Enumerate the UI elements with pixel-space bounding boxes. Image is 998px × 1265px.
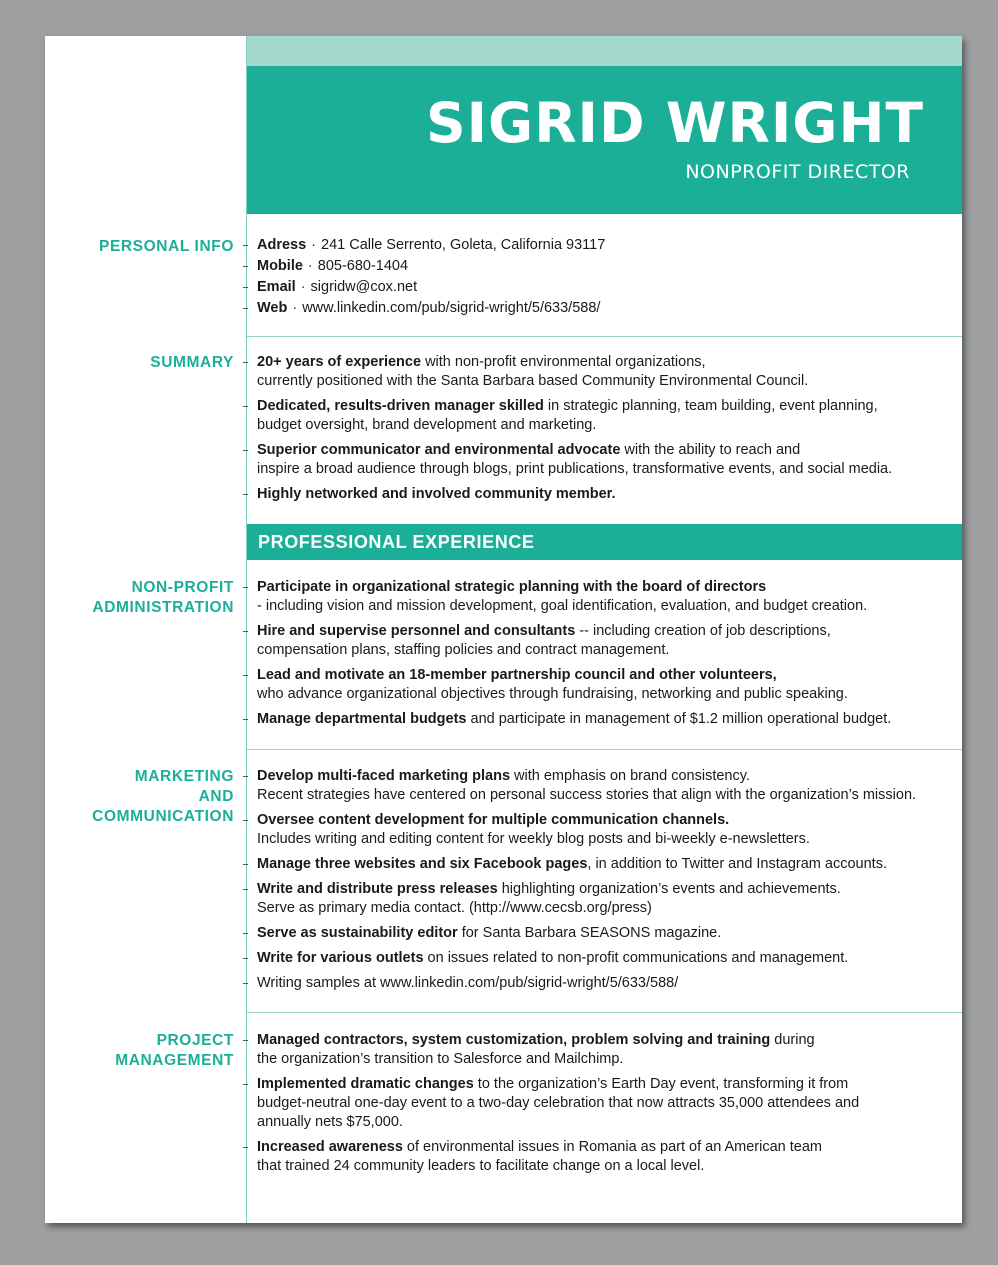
list-item: Writing samples at www.linkedin.com/pub/sigrid-wright/5/633/588/ <box>257 974 952 993</box>
nonprofit-list <box>257 578 952 735</box>
project-list <box>257 1031 952 1182</box>
candidate-title: NONPROFIT DIRECTOR <box>685 161 910 183</box>
top-accent-band <box>247 36 962 66</box>
section-label-project: PROJECT MANAGEMENT <box>115 1032 234 1069</box>
marketing-list <box>257 767 952 999</box>
resume-page <box>45 36 962 1223</box>
list-item: Implemented dramatic changes to the organization’s Earth Day event, transforming it from budget-neutral one-day event to a two-day celebration that now attracts 35,000 attendees and annually nets $75,000. <box>257 1075 952 1132</box>
list-item: Develop multi-faced marketing plans with emphasis on brand consistency. Recent strategies have centered on personal success stories that align with the organization’s mission. <box>257 767 952 805</box>
list-item: Write and distribute press releases highlighting organization’s events and achievements. Serve as primary media contact. (http://www.cecsb.org/press) <box>257 880 952 918</box>
email-value: sigridw@cox.net <box>310 279 418 295</box>
info-row-email: Email · sigridw@cox.net <box>257 277 952 298</box>
list-item: Write for various outlets on issues related to non-profit communications and management. <box>257 949 952 968</box>
header-band <box>247 66 962 214</box>
section-label-personal-info: PERSONAL INFO <box>99 238 234 255</box>
list-item: Participate in organizational strategic planning with the board of directors - including vision and mission development, goal identification, evaluation, and budget creation. <box>257 578 952 616</box>
personal-info-list <box>257 235 952 319</box>
professional-experience-band <box>247 524 962 560</box>
list-item: Superior communicator and environmental advocate with the ability to reach and inspire a broad audience through blogs, print publications, transformative events, and social media. <box>257 441 952 479</box>
summary-list <box>257 353 952 510</box>
section-label-marketing: MARKETING AND COMMUNICATION <box>92 768 234 825</box>
address-value: 241 Calle Serrento, Goleta, California 93117 <box>321 237 606 253</box>
info-row-web: Web · www.linkedin.com/pub/sigrid-wright/5/633/588/ <box>257 298 952 319</box>
list-item: Manage departmental budgets and participate in management of $1.2 million operational budget. <box>257 710 952 729</box>
info-row-mobile: Mobile · 805-680-1404 <box>257 256 952 277</box>
list-item: Hire and supervise personnel and consultants -- including creation of job descriptions, compensation plans, staffing policies and contract management. <box>257 622 952 660</box>
list-item: 20+ years of experience with non-profit environmental organizations, currently positioned with the Santa Barbara based Community Environmental Council. <box>257 353 952 391</box>
list-item: Serve as sustainability editor for Santa Barbara SEASONS magazine. <box>257 924 952 943</box>
list-item: Increased awareness of environmental issues in Romania as part of an American team that trained 24 community leaders to facilitate change on a local level. <box>257 1138 952 1176</box>
list-item: Lead and motivate an 18-member partnership council and other volunteers, who advance organizational objectives through fundraising, networking and public speaking. <box>257 666 952 704</box>
mobile-value: 805-680-1404 <box>317 258 409 274</box>
divider <box>247 336 962 337</box>
divider <box>247 1012 962 1013</box>
divider <box>247 749 962 750</box>
candidate-name: SIGRID WRIGHT <box>425 91 924 155</box>
list-item: Dedicated, results-driven manager skilled in strategic planning, team building, event planning, budget oversight, brand development and marketing. <box>257 397 952 435</box>
web-value: www.linkedin.com/pub/sigrid-wright/5/633/588/ <box>302 300 601 316</box>
info-row-address: Adress · 241 Calle Serrento, Goleta, California 93117 <box>257 235 952 256</box>
list-item: Managed contractors, system customization, problem solving and training during the organization’s transition to Salesforce and Mailchimp. <box>257 1031 952 1069</box>
list-item: Oversee content development for multiple communication channels. Includes writing and editing content for weekly blog posts and bi-weekly e-newsletters. <box>257 811 952 849</box>
list-item: Highly networked and involved community member. <box>257 485 952 504</box>
professional-experience-heading: PROFESSIONAL EXPERIENCE <box>258 532 535 552</box>
section-label-nonprofit: NON-PROFIT ADMINISTRATION <box>92 579 234 616</box>
section-label-summary: SUMMARY <box>150 354 234 371</box>
list-item: Manage three websites and six Facebook pages, in addition to Twitter and Instagram accounts. <box>257 855 952 874</box>
